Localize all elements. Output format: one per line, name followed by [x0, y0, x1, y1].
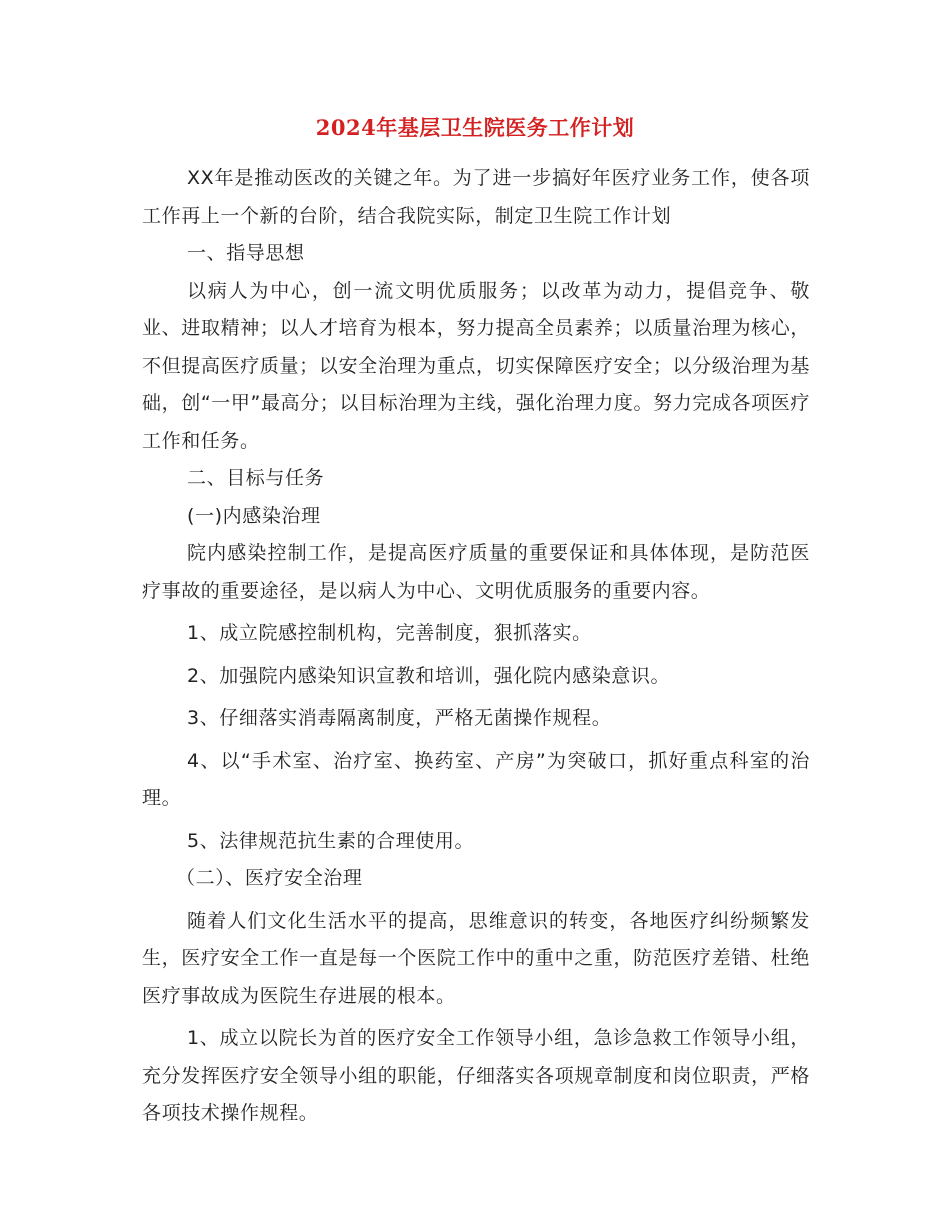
document-title: 2024年基层卫生院医务工作计划	[315, 115, 635, 140]
list-item: 1、成立院感控制机构，完善制度，狠抓落实。	[187, 622, 592, 644]
intro-paragraph: XX年是推动医改的关键之年。为了进一步搞好年医疗业务工作，使各项工作再上一个新的台阶，结合我院实际，制定卫生院工作计划	[142, 167, 810, 227]
list-item: 2、加强院内感染知识宣教和培训，强化院内感染意识。	[187, 664, 671, 687]
medical-safety-paragraph: 随着人们文化生活水平的提高，思维意识的转变，各地医疗纠纷频繁发生，医疗安全工作一直是每一个医院工作中的重中之重，防范医疗差错、杜绝医疗事故成为医院生存进展的根本。	[142, 909, 810, 1007]
subsection-heading-medical-safety: （二）、医疗安全治理	[176, 867, 363, 889]
section-heading-guiding-ideology: 一、指导思想	[187, 242, 305, 264]
list-item: 5、法律规范抗生素的合理使用。	[187, 829, 475, 852]
list-item: 1、成立以院长为首的医疗安全工作领导小组，急诊急救工作领导小组，充分发挥医疗安全领导小组的职能，仔细落实各项规章制度和岗位职责，严格各项技术操作规程。	[142, 1027, 810, 1124]
list-item: 4、以“手术室、治疗室、换药室、产房”为突破口，抓好重点科室的治理。	[142, 749, 810, 809]
section-heading-goals-tasks: 二、目标与任务	[187, 467, 325, 489]
infection-control-paragraph: 院内感染控制工作，是提高医疗质量的重要保证和具体体现，是防范医疗事故的重要途径，是以病人为中心、文明优质服务的重要内容。	[142, 542, 810, 602]
list-item: 3、仔细落实消毒隔离制度，严格无菌操作规程。	[187, 707, 612, 729]
document-body	[142, 160, 810, 1133]
subsection-heading-infection-control: (一)内感染治理	[187, 504, 321, 527]
guiding-ideology-paragraph: 以病人为中心，创一流文明优质服务；以改革为动力，提倡竞争、敬业、进取精神；以人才培育为根本，努力提高全员素养；以质量治理为核心，不但提高医疗质量；以安全治理为重点，切实保障医疗安全；以分级治理为基础，创“一甲”最高分；以目标治理为主线，强化治理力度。努力完成各项医疗工作和任务。	[142, 279, 810, 452]
